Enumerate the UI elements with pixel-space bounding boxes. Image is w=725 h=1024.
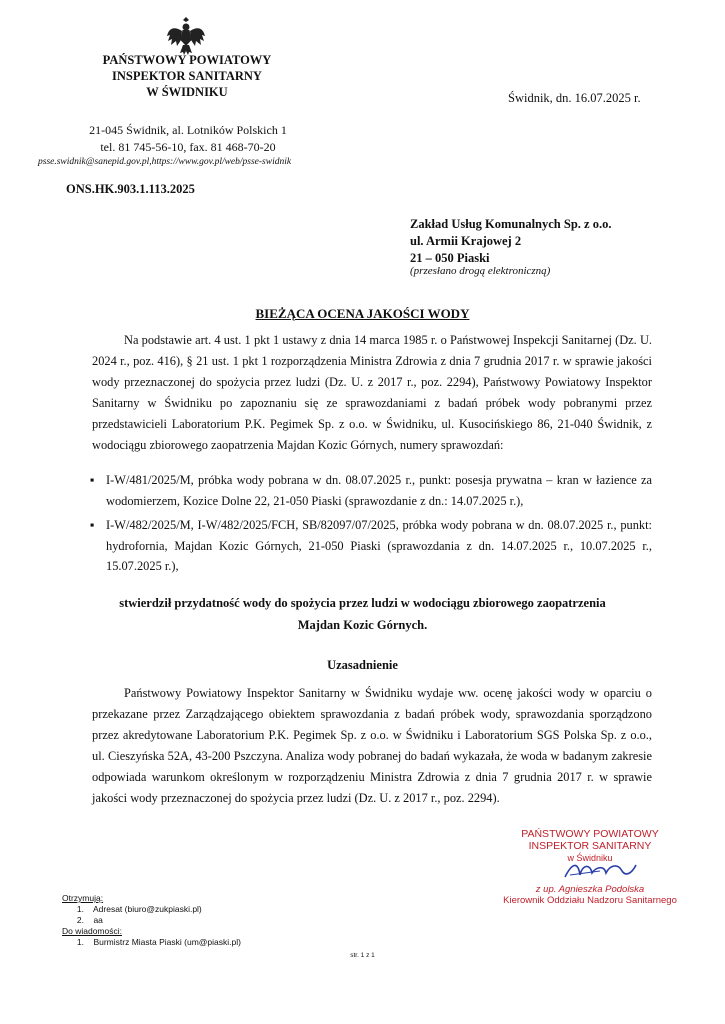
- signer-name: z up. Agnieszka Podolska: [535, 884, 645, 895]
- intro-paragraph: [92, 330, 652, 456]
- stamp-line2: INSPEKTOR SANITARNY: [528, 840, 652, 852]
- conclusion-line2: Majdan Kozic Górnych.: [297, 618, 428, 632]
- stamp-line1: PAŃSTWOWY POWIATOWY: [521, 828, 659, 840]
- report-bullet-text: I-W/481/2025/M, próbka wody pobrana w dn. 08.07.2025 r., punkt: posesja prywatna – kran w łazience za wodomierzem, Kozice Dolne 22, 21-050 Piaski (sprawozdanie z dn.: 14.07.2025 r.),: [106, 473, 652, 508]
- recipient-delivery-note: (przesłano drogą elektroniczną): [410, 265, 551, 277]
- recipient-postal: 21 – 050 Piaski: [410, 251, 490, 265]
- justification-title: Uzasadnienie: [327, 658, 398, 672]
- institution-name-line1: PAŃSTWOWY POWIATOWY: [102, 53, 272, 67]
- signer-role: Kierownik Oddziału Nadzoru Sanitarnego: [503, 895, 677, 906]
- distribution-item: 1. Adresat (biuro@zukpiaski.pl): [76, 904, 202, 914]
- institution-phone: tel. 81 745-56-10, fax. 81 468-70-20: [100, 140, 276, 154]
- handwritten-signature: [560, 855, 640, 885]
- document-title: BIEŻĄCA OCENA JAKOŚCI WODY: [255, 306, 470, 321]
- distribution-item: 2. aa: [76, 915, 103, 925]
- justification-paragraph: [92, 683, 652, 809]
- report-bullet-1: [90, 470, 652, 511]
- intro-text: Na podstawie art. 4 ust. 1 pkt 1 ustawy z dnia 14 marca 1985 r. o Państwowej Inspekcji Sanitarnej (Dz. U. 2024 r., poz. 416), § 21 ust. 1 pkt 1 rozporządzenia Ministra Zdrowia z dnia 7 grudnia 2017 r. w sprawie jakości wody przeznaczonej do spożycia przez ludzi (Dz. U. z 2017 r., poz. 2294), Państwowy Powiatowy Inspektor Sanitarny w Świdniku po zapoznaniu się ze sprawozdaniami z badań próbek wody pobranymi przez przedstawicieli Laboratorium P.K. Pegimek Sp. z o.o. w Świdniku, ul. Kusocińskiego 86, 21-040 Świdnik, z wodociągu zbiorowego zaopatrzenia Majdan Kozic Górnych, numery sprawozdań:: [92, 333, 652, 452]
- conclusion-line1: stwierdził przydatność wody do spożycia przez ludzi w wodociągu zbiorowego zaopatrzenia: [119, 596, 606, 610]
- institution-address: 21-045 Świdnik, al. Lotników Polskich 1: [89, 123, 287, 137]
- institution-email: psse.swidnik@sanepid.gov.pl,https://www.gov.pl/web/psse-swidnik: [38, 157, 292, 167]
- stamp-line3: w Świdniku: [567, 853, 613, 863]
- bullet-icon: ▪: [90, 473, 95, 487]
- signer-block: [500, 884, 680, 906]
- reference-number: ONS.HK.903.1.113.2025: [66, 182, 195, 196]
- info-item: 1. Burmistrz Miasta Piaski (um@piaski.pl): [76, 937, 241, 947]
- report-bullet-2: [90, 515, 652, 577]
- city-date: Świdnik, dn. 16.07.2025 r.: [508, 91, 641, 105]
- institution-name-line3: W ŚWIDNIKU: [146, 85, 228, 99]
- bullet-icon: ▪: [90, 518, 95, 532]
- page-number: str. 1 z 1: [350, 952, 375, 959]
- report-bullet-text: I-W/482/2025/M, I-W/482/2025/FCH, SB/82097/07/2025, próbka wody pobrana w dn. 08.07.2025 r., punkt: hydrofornia, Majdan Kozic Górnych, 21-050 Piaski (sprawozdania z dn. 14.07.2025 r., 10.07.2025 r., 15.07.2025 r.),: [106, 518, 652, 573]
- recipient-street: ul. Armii Krajowej 2: [410, 234, 522, 248]
- distribution-list: [62, 893, 241, 948]
- institution-name-line2: INSPEKTOR SANITARNY: [112, 69, 262, 83]
- justification-text: Państwowy Powiatowy Inspektor Sanitarny w Świdniku wydaje ww. ocenę jakości wody w oparciu o przekazane przez Zarządzającego obiektem sprawozdania z badań próbek wody, sprawozdania sporządzono przez akredytowane Laboratorium P.K. Pegimek Sp. z o.o. w Świdniku i Laboratorium SGS Polska Sp. z o.o., ul. Cieszyńska 52A, 43-200 Pszczyna. Analiza wody pobranej do badań wykazała, że woda w badanym zakresie odpowiada warunkom określonym w rozporządzeniu Ministra Zdrowia z dnia 7 grudnia 2017 r. w sprawie jakości wody przeznaczonej do spożycia przez ludzi (Dz. U. z 2017 r., poz. 2294).: [92, 686, 652, 805]
- distribution-heading: Otrzymują:: [62, 893, 104, 903]
- recipient-name: Zakład Usług Komunalnych Sp. z o.o.: [410, 217, 612, 231]
- info-heading: Do wiadomości:: [62, 926, 122, 936]
